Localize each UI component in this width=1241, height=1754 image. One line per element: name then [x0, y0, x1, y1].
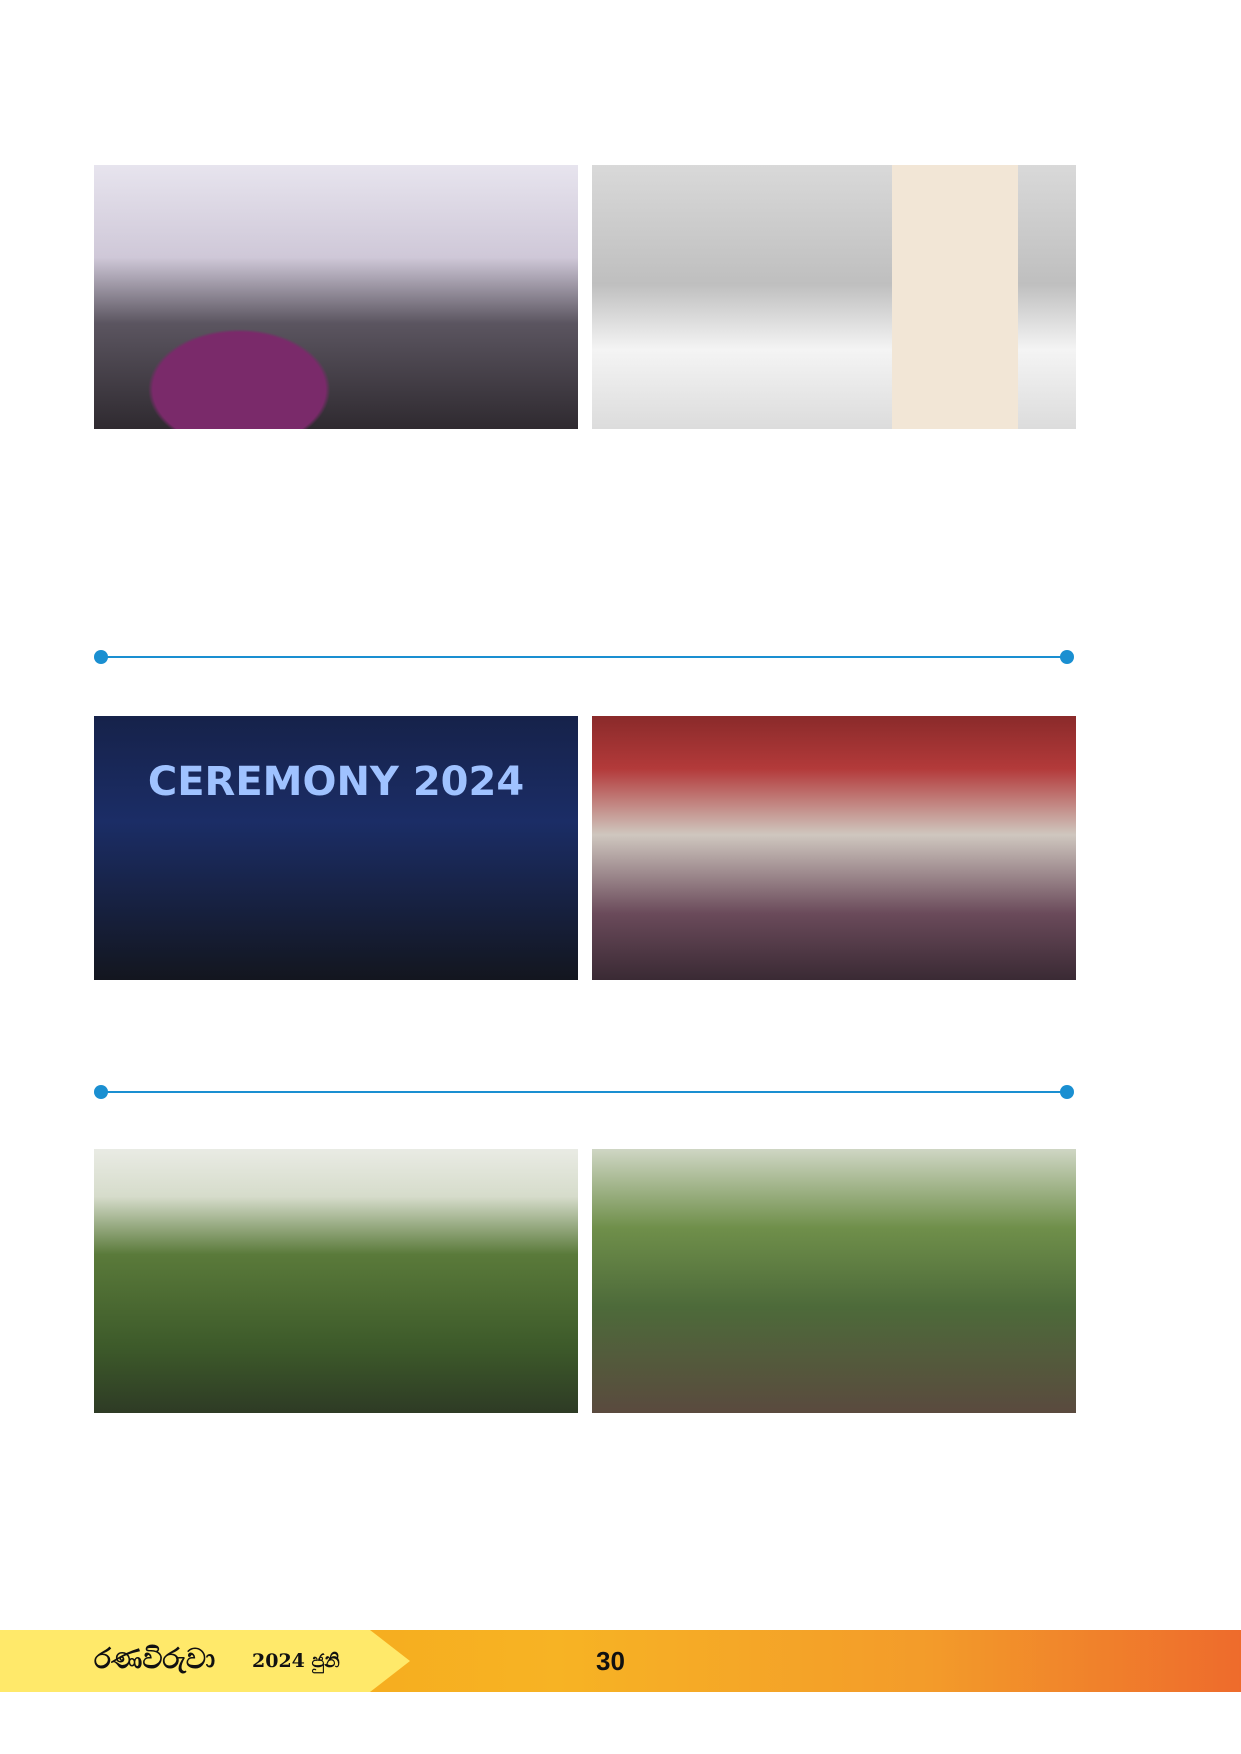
- article-2-photo-right: [592, 716, 1076, 980]
- section-divider: [94, 1085, 1074, 1099]
- article-3-photo-right: [592, 1149, 1076, 1413]
- article-3-caption: [94, 1425, 1074, 1575]
- section-divider: [94, 650, 1074, 664]
- article-2-caption: [94, 993, 1074, 1069]
- article-2-photo-left: CEREMONY 2024: [94, 716, 578, 980]
- page-number: 30: [596, 1646, 625, 1676]
- article-1-photo-left: [94, 165, 578, 429]
- magazine-masthead: රණවිරුවා: [94, 1642, 216, 1675]
- article-3-photo-left: [94, 1149, 578, 1413]
- issue-date: 2024 ජුනි: [252, 1650, 340, 1672]
- article-1-caption: [94, 442, 1074, 642]
- article-1-photo-right: [592, 165, 1076, 429]
- page-footer: [0, 1630, 1241, 1692]
